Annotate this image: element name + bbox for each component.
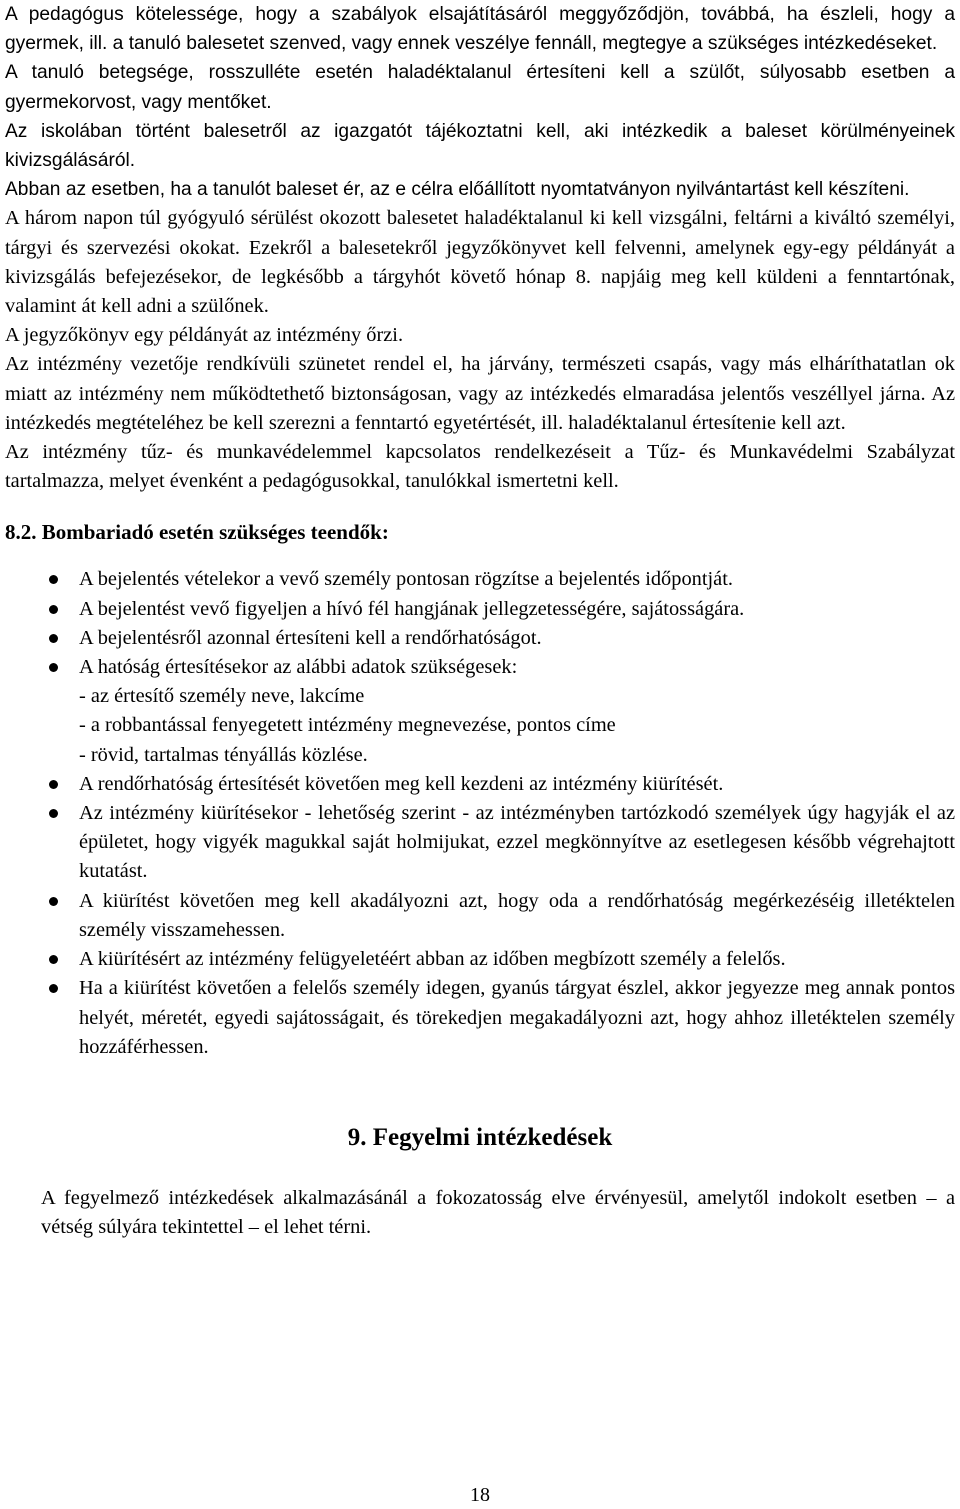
paragraph: A pedagógus kötelessége, hogy a szabályok elsajátításáról meggyőződjön, továbbá, ha észleli, hogy a gyermek, ill. a tanuló balesetet szenved, vagy ennek veszélye fennáll, megtegye a szükséges intézkedéseket. bbox=[5, 4, 955, 55]
paragraph: Abban az esetben, ha a tanulót baleset ér, az e célra előállított nyomtatványon nyilvántartást kell készíteni. bbox=[5, 179, 910, 201]
list-item: A kiürítést követően meg kell akadályozni azt, hogy oda a rendőrhatóság megérkezéséig illetéktelen személy visszamehessen. bbox=[5, 887, 955, 945]
list-item: A rendőrhatóság értesítését követően meg kell kezdeni az intézmény kiürítését. bbox=[5, 770, 955, 799]
paragraph: Az iskolában történt balesetről az igazgatót tájékoztatni kell, aki intézkedik a baleset körülményeinek kivizsgálásáról. bbox=[5, 120, 955, 172]
bullet-icon bbox=[49, 634, 58, 643]
bullet-icon bbox=[49, 780, 58, 789]
sub-item: - rövid, tartalmas tényállás közlése. bbox=[79, 743, 368, 766]
page-number: 18 bbox=[470, 1484, 490, 1506]
bullet-icon bbox=[49, 984, 58, 993]
bullet-icon bbox=[49, 897, 58, 906]
paragraph: A tanuló betegsége, rosszulléte esetén haladéktalanul értesíteni kell a szülőt, súlyosabb esetben a gyermekorvost, vagy mentőket. bbox=[5, 62, 955, 113]
bomb-alert-list bbox=[5, 565, 955, 1061]
sub-item: - az értesítő személy neve, lakcíme bbox=[79, 685, 365, 708]
list-item: Az intézmény kiürítésekor - lehetőség szerint - az intézményben tartózkodó személyek úgy hagyják el az épületet, hogy vigyék magukkal saját holmijukat, ezzel megkönnyítve az esetlegesen később végrehajtott kutatást. bbox=[5, 799, 955, 887]
paragraph: A fegyelmező intézkedések alkalmazásánál a fokozatosság elve érvényesül, amelytől indokolt esetben – a vétség súlyára tekintettel – el lehet térni. bbox=[41, 1186, 955, 1239]
bullet-icon bbox=[49, 809, 58, 818]
serif-paragraphs bbox=[5, 204, 955, 496]
document-page bbox=[5, 0, 955, 1242]
top-paragraphs bbox=[5, 0, 955, 204]
list-item: A hatóság értesítésekor az alábbi adatok szükségesek: - az értesítő személy neve, lakcíme - a robbantással fenyegetett intézmény megnevezése, pontos címe - rövid, tartalmas tényállás közlése. bbox=[5, 653, 955, 770]
bullet-icon bbox=[49, 663, 58, 672]
paragraph: Az intézmény tűz- és munkavédelemmel kapcsolatos rendelkezéseit a Tűz- és Munkavédelmi Szabályzat tartalmazza, melyet évenként a pedagógusokkal, tanulókkal ismertetni kell. bbox=[5, 441, 955, 493]
paragraph: A három napon túl gyógyuló sérülést okozott balesetet haladéktalanul ki kell vizsgálni, feltárni a kiváltó személyi, tárgyi és szervezési okokat. Ezekről a balesetekről jegyzőkönyvet kell felvenni, amelynek egy-egy példányát a kivizsgálás befejezésekor, de legkésőbb a tárgyhót követő hónap 8. napjáig meg kell küldeni a fenntartónak, valamint át kell adni a szülőnek. bbox=[5, 207, 955, 318]
chapter-9-paragraph-block bbox=[5, 1184, 955, 1242]
list-item: A kiürítésért az intézmény felügyeletéért abban az időben megbízott személy a felelős. bbox=[5, 945, 955, 974]
section-heading-8-2: 8.2. Bombariadó esetén szükséges teendők: bbox=[5, 520, 389, 545]
chapter-heading-9: 9. Fegyelmi intézkedések bbox=[347, 1123, 613, 1151]
bullet-icon bbox=[49, 605, 58, 614]
sub-item: - a robbantással fenyegetett intézmény megnevezése, pontos címe bbox=[79, 714, 616, 737]
list-item: A bejelentésről azonnal értesíteni kell a rendőrhatóságot. bbox=[5, 624, 955, 653]
paragraph: A jegyzőkönyv egy példányát az intézmény őrzi. bbox=[5, 324, 404, 347]
bullet-icon bbox=[49, 955, 58, 964]
paragraph: Az intézmény vezetője rendkívüli szünetet rendel el, ha járvány, természeti csapás, vagy más elháríthatatlan ok miatt az intézmény nem működtethető biztonságosan, vagy az intézkedés elmaradása jelentős veszéllyel járna. Az intézkedés megtételéhez be kell szerezni a fenntartó egyetértését, ill. haladéktalanul értesítenie kell azt. bbox=[5, 353, 955, 434]
list-item: A bejelentést vevő figyeljen a hívó fél hangjának jellegzetességére, sajátosságára. bbox=[5, 595, 955, 624]
list-item: A bejelentés vételekor a vevő személy pontosan rögzítse a bejelentés időpontját. bbox=[5, 565, 955, 594]
bullet-icon bbox=[49, 575, 58, 584]
list-item: Ha a kiürítést követően a felelős személy idegen, gyanús tárgyat észlel, akkor jegyezze meg annak pontos helyét, méretét, egyedi sajátosságait, és törekedjen megakadályozni azt, hogy ahhoz illetéktelen személy hozzáférhessen. bbox=[5, 974, 955, 1062]
